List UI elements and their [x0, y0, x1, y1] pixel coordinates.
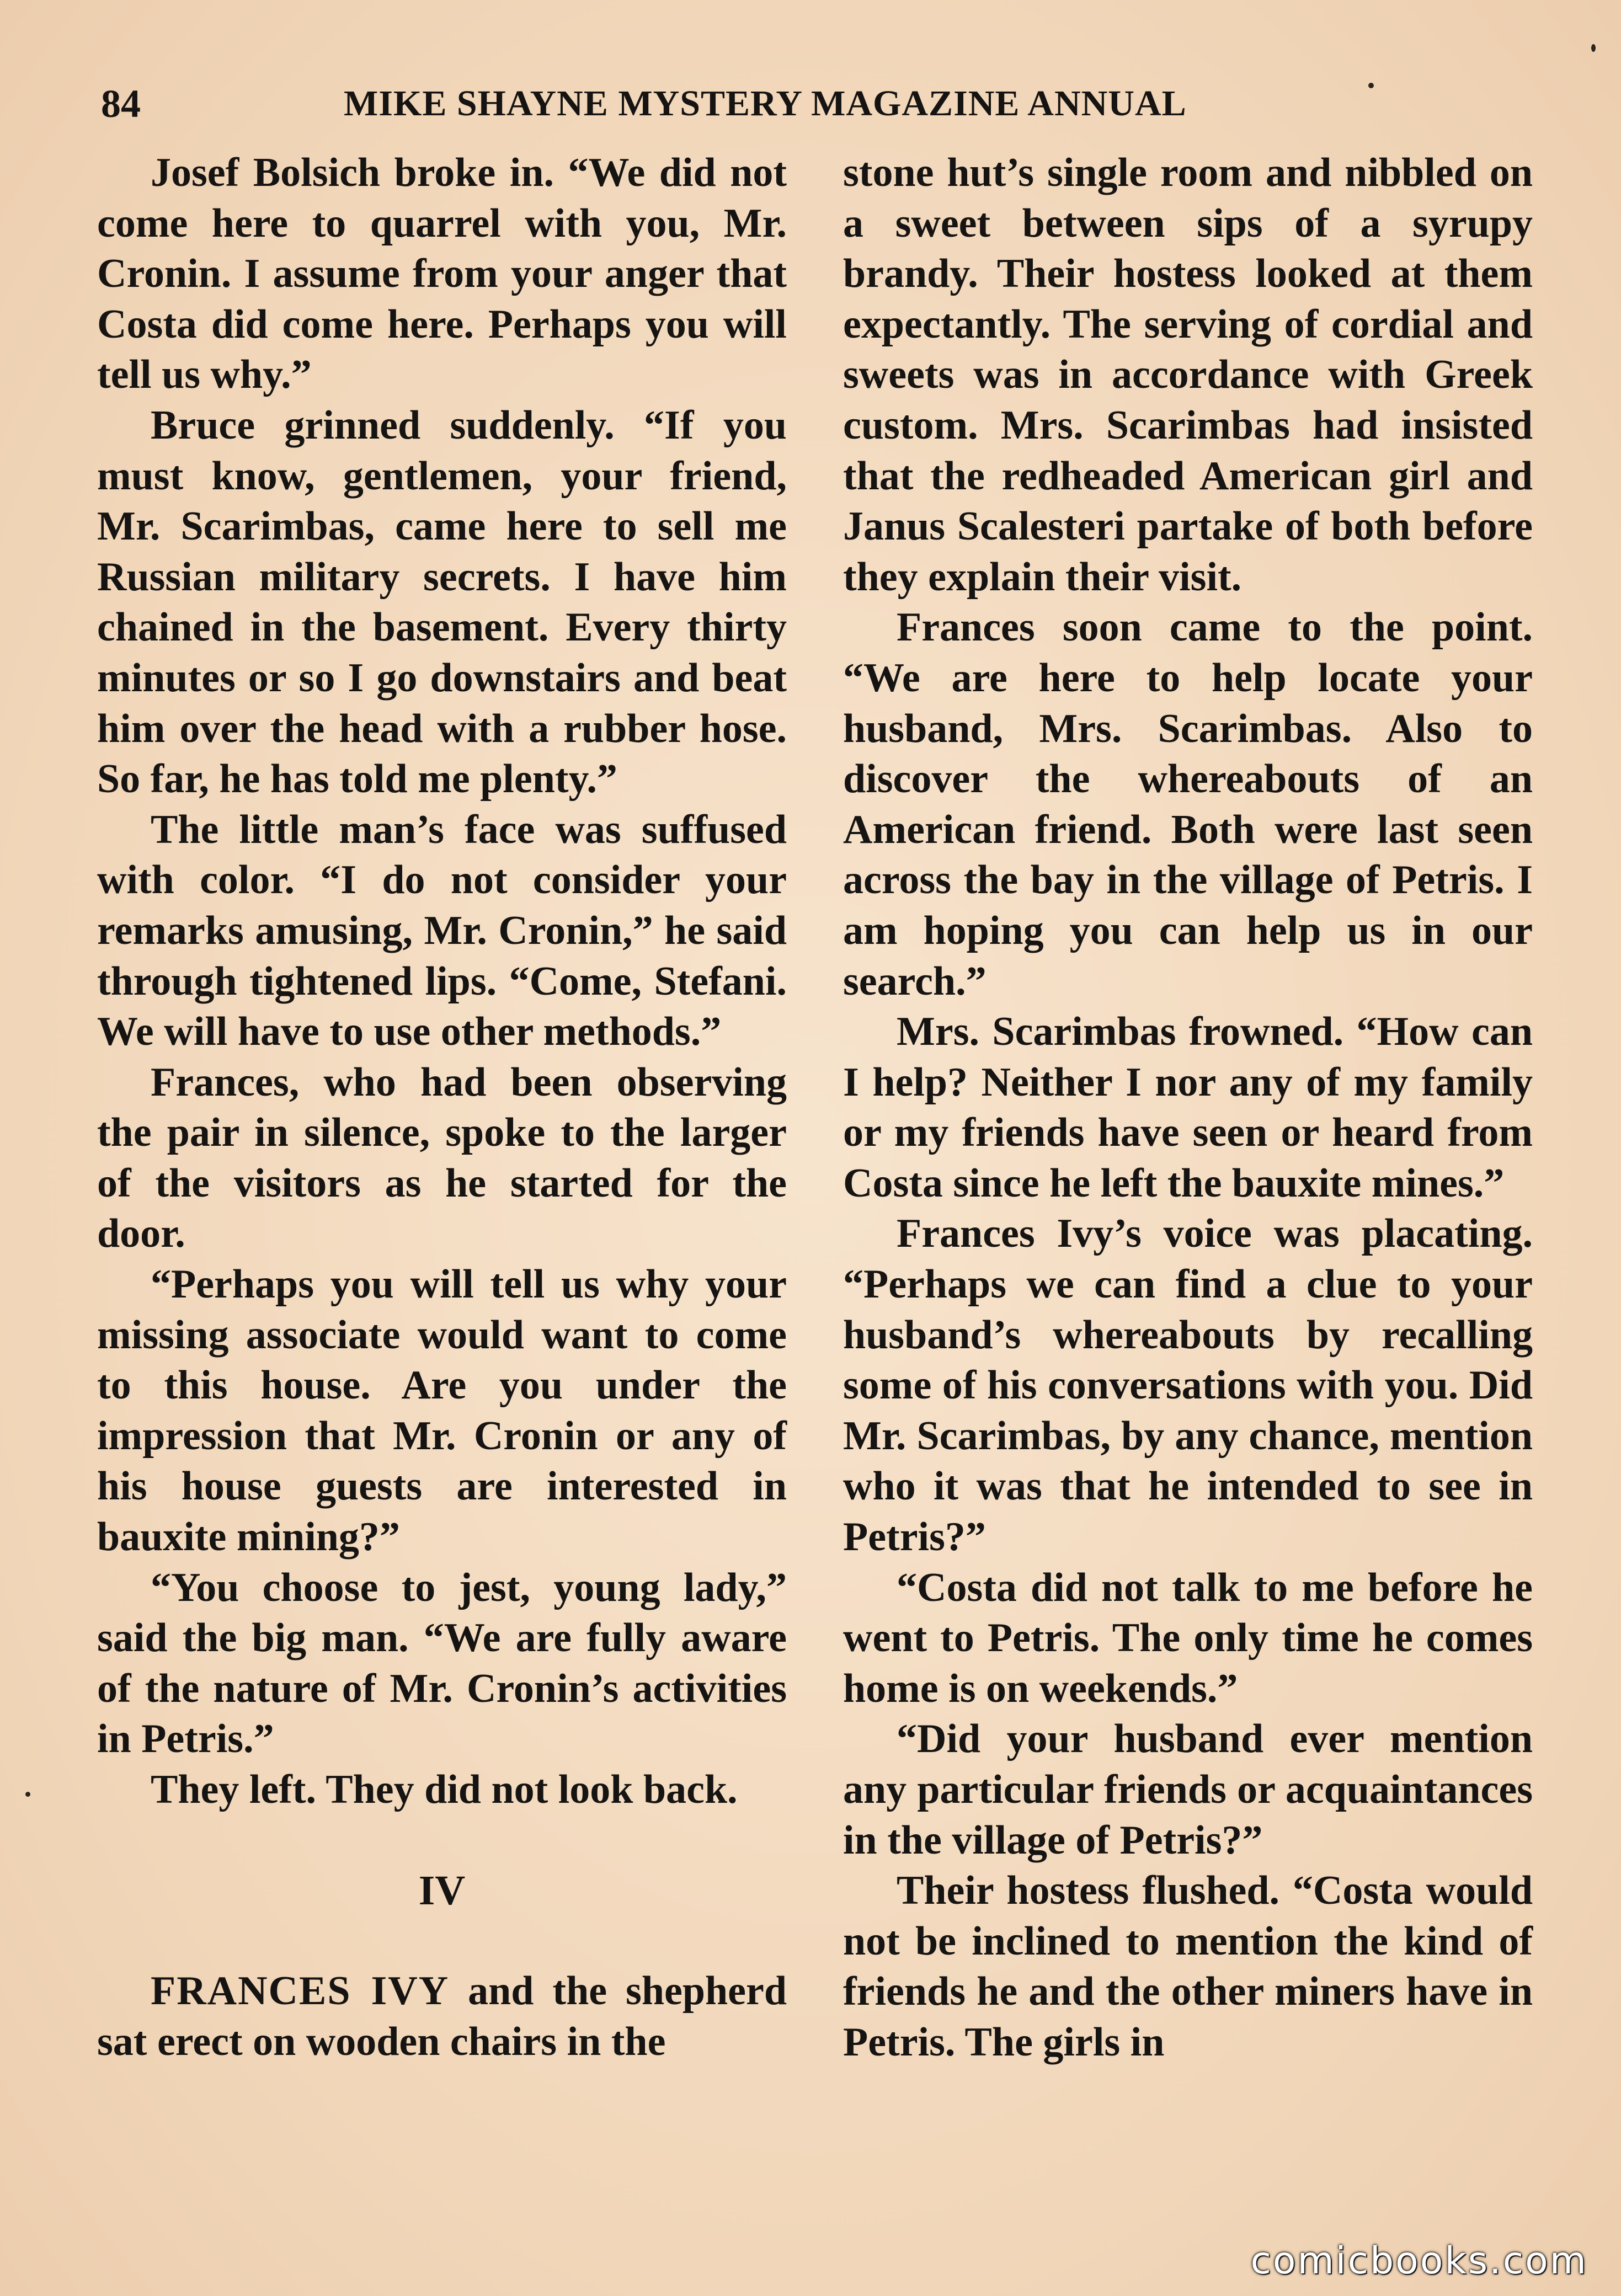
- paragraph: Mrs. Scarimbas frowned. “How can I help? Neither I nor any of my family or my friends have seen or heard from Costa since he left the bauxite mines.”: [843, 1009, 1533, 1206]
- paragraph: Josef Bolsich broke in. “We did not come here to quarrel with you, Mr. Cronin. I assume from your anger that Costa did come here. Perhaps you will tell us why.”: [97, 150, 787, 398]
- section-heading: IV: [418, 1867, 466, 1914]
- paragraph: “Costa did not talk to me before he went to Petris. The only time he comes home is on weekends.”: [843, 1565, 1533, 1711]
- page-header: [101, 76, 1530, 131]
- paragraph-continued: stone hut’s single room and nibbled on a sweet between sips of a syrupy brandy. Their hostess looked at them expectantly. The serving of cordial and sweets was in accordance with Greek custom. Mrs. Scarimbas had insisted that the redheaded American girl and Janus Scalesteri partake of both before they explain their visit.: [843, 150, 1533, 600]
- paper-speck: [25, 1792, 30, 1797]
- paragraph: They left. They did not look back.: [151, 1767, 738, 1812]
- paragraph-section-opening: [97, 1966, 787, 2067]
- running-title: MIKE SHAYNE MYSTERY MAGAZINE ANNUAL: [344, 83, 1187, 124]
- paragraph: Their hostess flushed. “Costa would not be inclined to mention the kind of friends he and the other miners have in Petris. The girls in: [843, 1868, 1533, 2065]
- left-column: [97, 148, 787, 2067]
- right-column: [843, 148, 1533, 2068]
- paragraph: The little man’s face was suffused with color. “I do not consider your remarks amusing, Mr. Cronin,” he said through tightened lips. “Come, Stefani. We will have to use other methods.”: [97, 807, 787, 1055]
- lead-in-smallcaps: FRANCES IVY: [151, 1968, 450, 2014]
- page-number: 84: [101, 82, 141, 126]
- paragraph: Frances soon came to the point. “We are here to help locate your husband, Mrs. Scarimbas. Also to discover the whereabouts of an American friend. Both were last seen across the bay in the village of Petris. I am hoping you can help us in our search.”: [843, 605, 1533, 1004]
- watermark: comicbooks.com: [1250, 2239, 1588, 2283]
- paper-speck: [1591, 44, 1596, 52]
- paragraph: Frances Ivy’s voice was placating. “Perhaps we can find a clue to your husband’s whereabouts by recalling some of his conversations with you. Did Mr. Scarimbas, by any chance, mention who it was that he intended to see in Petris?”: [843, 1211, 1533, 1560]
- paper-speck: [1368, 83, 1374, 88]
- lead-in-rest: and the shepherd sat erect on wooden chairs in the: [97, 1968, 787, 2064]
- paragraph: Bruce grinned suddenly. “If you must know, gentlemen, your friend, Mr. Scarimbas, came here to sell me Russian military secrets. I have him chained in the basement. Every thirty minutes or so I go downstairs and beat him over the head with a rubber hose. So far, he has told me plenty.”: [97, 402, 787, 802]
- paragraph: “You choose to jest, young lady,” said the big man. “We are fully aware of the nature of Mr. Cronin’s activities in Petris.”: [97, 1565, 787, 1762]
- paragraph: “Did your husband ever mention any particular friends or acquaintances in the village of Petris?”: [843, 1716, 1533, 1863]
- paragraph: “Perhaps you will tell us why your missing associate would want to come to this house. Are you under the impression that Mr. Cronin or any of his house guests are interested in bauxite mining?”: [97, 1262, 787, 1560]
- paragraph: Frances, who had been observing the pair in silence, spoke to the larger of the visitors as he started for the door.: [97, 1059, 787, 1257]
